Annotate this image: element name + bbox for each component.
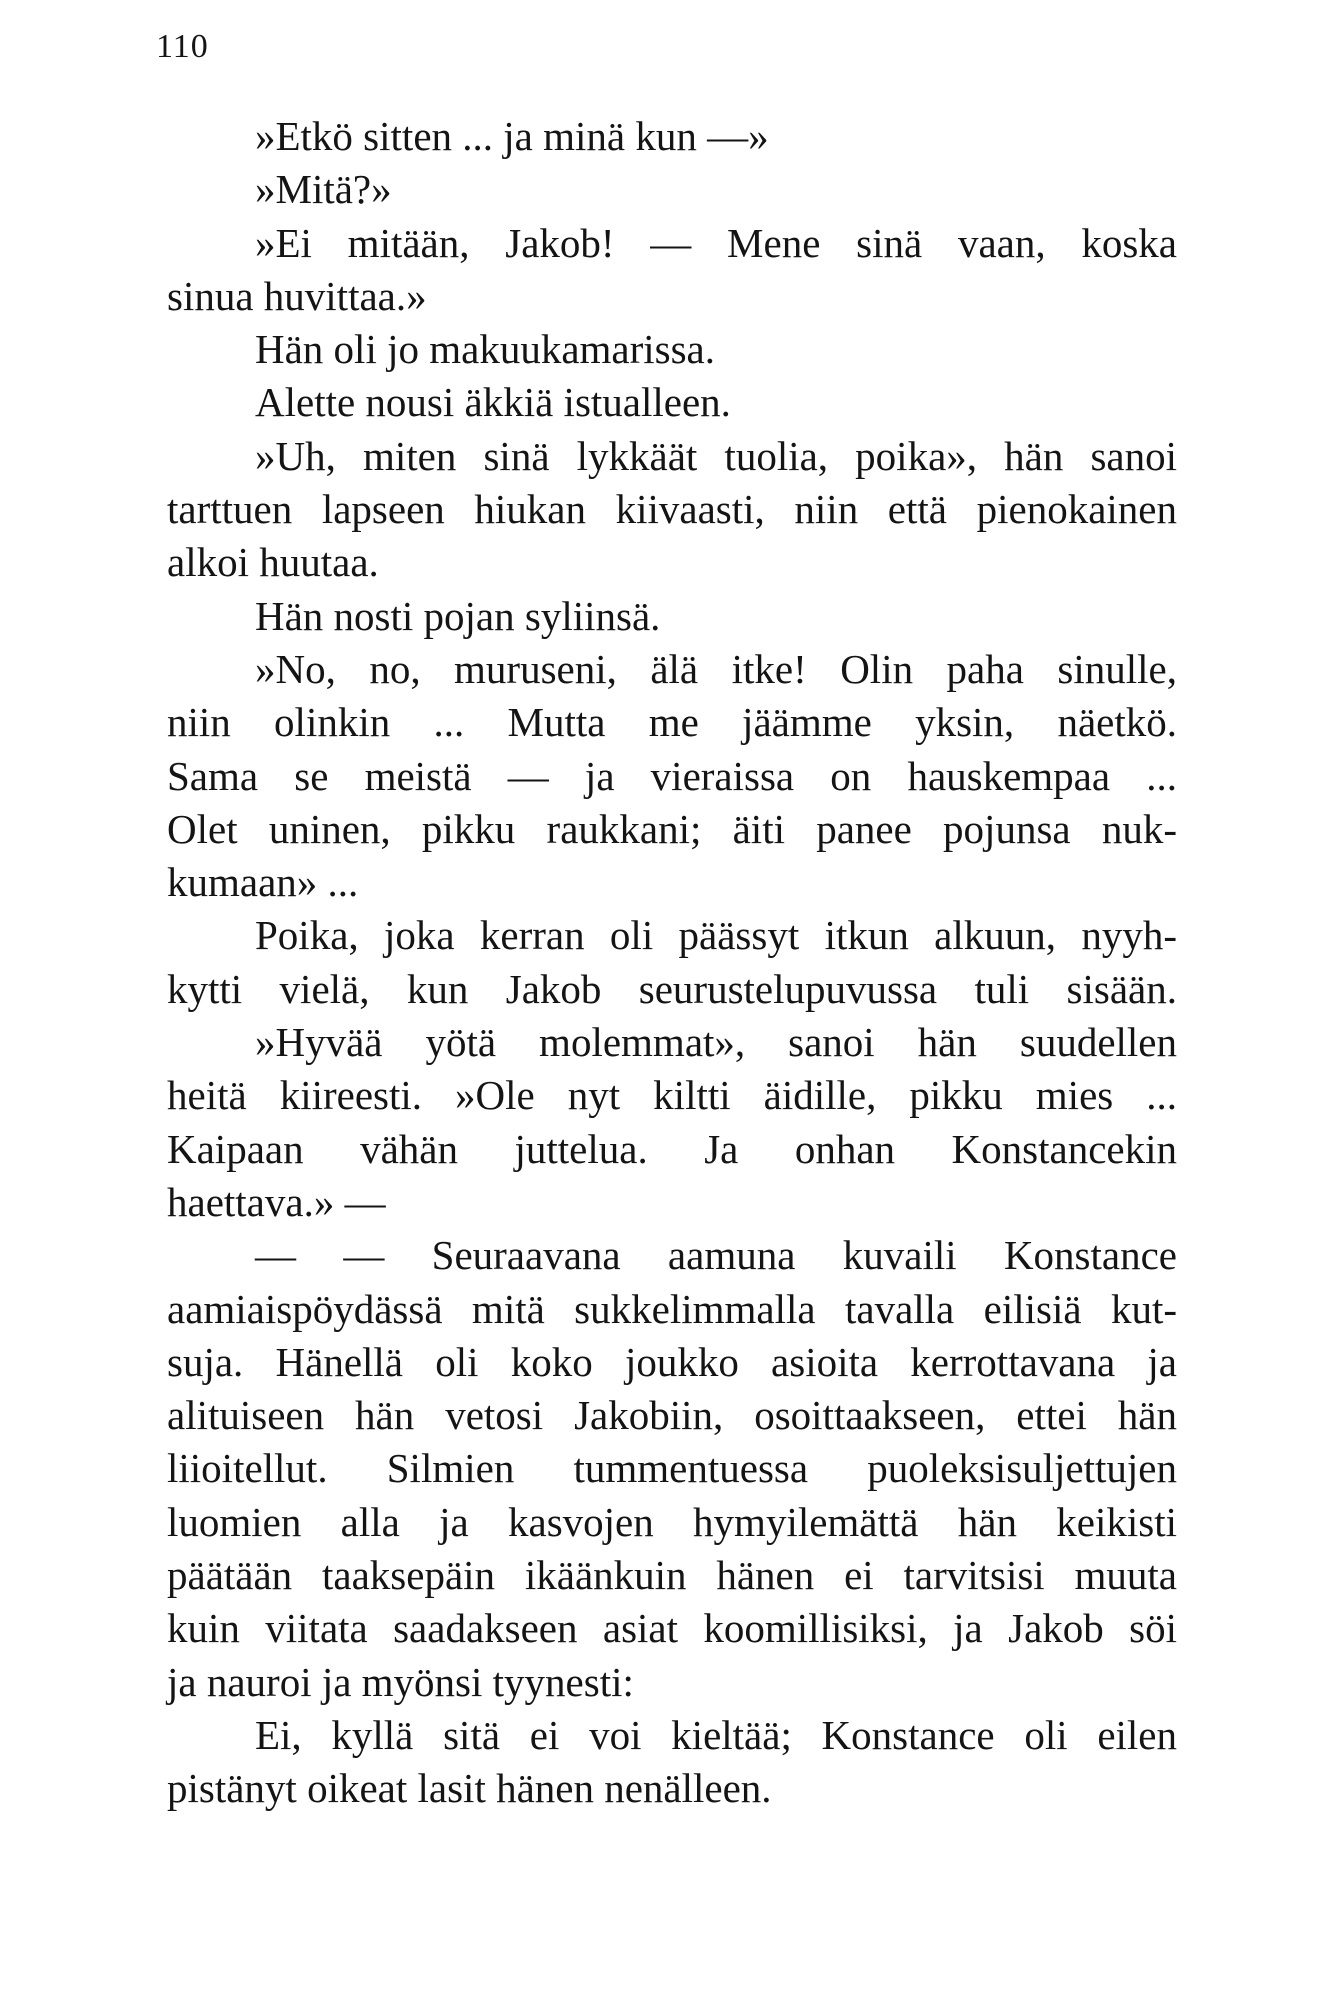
- text-line: Hän oli jo makuukamarissa.: [255, 326, 716, 373]
- text-line: Ei, kyllä sitä ei voi kieltää; Konstance oli eilen: [255, 1711, 1177, 1758]
- text-line: »Ei mitään, Jakob! — Mene sinä vaan, koska: [255, 219, 1177, 266]
- text-line: liioitellut. Silmien tummentuessa puoleksisuljettujen: [167, 1445, 1177, 1492]
- text-line: alkoi huutaa.: [167, 539, 379, 586]
- body-text: [167, 110, 1177, 1816]
- text-line: päätään taaksepäin ikäänkuin hänen ei tarvitsisi muuta: [167, 1552, 1177, 1599]
- text-line: aamiaispöydässä mitä sukkelimmalla tavalla eilisiä kut-: [167, 1285, 1177, 1332]
- text-line: Hän nosti pojan syliinsä.: [255, 592, 661, 639]
- text-line: kytti vielä, kun Jakob seurustelupuvussa tuli sisään.: [167, 965, 1177, 1012]
- text-line: sinua huvittaa.»: [167, 272, 427, 319]
- text-line: Alette nousi äkkiä istualleen.: [255, 379, 731, 426]
- text-line: »Etkö sitten ... ja minä kun —»: [255, 113, 769, 159]
- text-line: »Hyvää yötä molemmat», sanoi hän suudellen: [255, 1019, 1177, 1066]
- page-number: 110: [156, 28, 209, 65]
- text-line: »No, no, muruseni, älä itke! Olin paha sinulle,: [255, 645, 1177, 692]
- text-line: Olet uninen, pikku raukkani; äiti panee pojunsa nuk-: [167, 805, 1177, 852]
- text-line: »Mitä?»: [255, 166, 392, 213]
- text-line: tarttuen lapseen hiukan kiivaasti, niin että pienokainen: [167, 486, 1177, 533]
- text-line: niin olinkin ... Mutta me jäämme yksin, näetkö.: [167, 699, 1177, 746]
- text-line: Sama se meistä — ja vieraissa on hauskempaa ...: [167, 752, 1177, 799]
- text-line: kumaan» ...: [167, 859, 359, 906]
- text-line: »Uh, miten sinä lykkäät tuolia, poika», hän sanoi: [255, 432, 1177, 479]
- text-line: heitä kiireesti. »Ole nyt kiltti äidille, pikku mies ...: [167, 1072, 1177, 1119]
- text-line: kuin viitata saadakseen asiat koomillisiksi, ja Jakob söi: [167, 1605, 1177, 1652]
- text-line: pistänyt oikeat lasit hänen nenälleen.: [167, 1765, 772, 1812]
- text-line: alituiseen hän vetosi Jakobiin, osoittaakseen, ettei hän: [167, 1392, 1177, 1439]
- text-line: Poika, joka kerran oli päässyt itkun alkuun, nyyh-: [255, 912, 1177, 959]
- text-line: haettava.» —: [167, 1178, 386, 1225]
- text-line: — — Seuraavana aamuna kuvaili Konstance: [255, 1232, 1177, 1279]
- text-line: luomien alla ja kasvojen hymyilemättä hän keikisti: [167, 1498, 1177, 1545]
- text-line: Kaipaan vähän juttelua. Ja onhan Konstancekin: [167, 1125, 1177, 1172]
- text-line: ja nauroi ja myönsi tyynesti:: [167, 1658, 634, 1705]
- text-line: suja. Hänellä oli koko joukko asioita kerrottavana ja: [167, 1338, 1177, 1385]
